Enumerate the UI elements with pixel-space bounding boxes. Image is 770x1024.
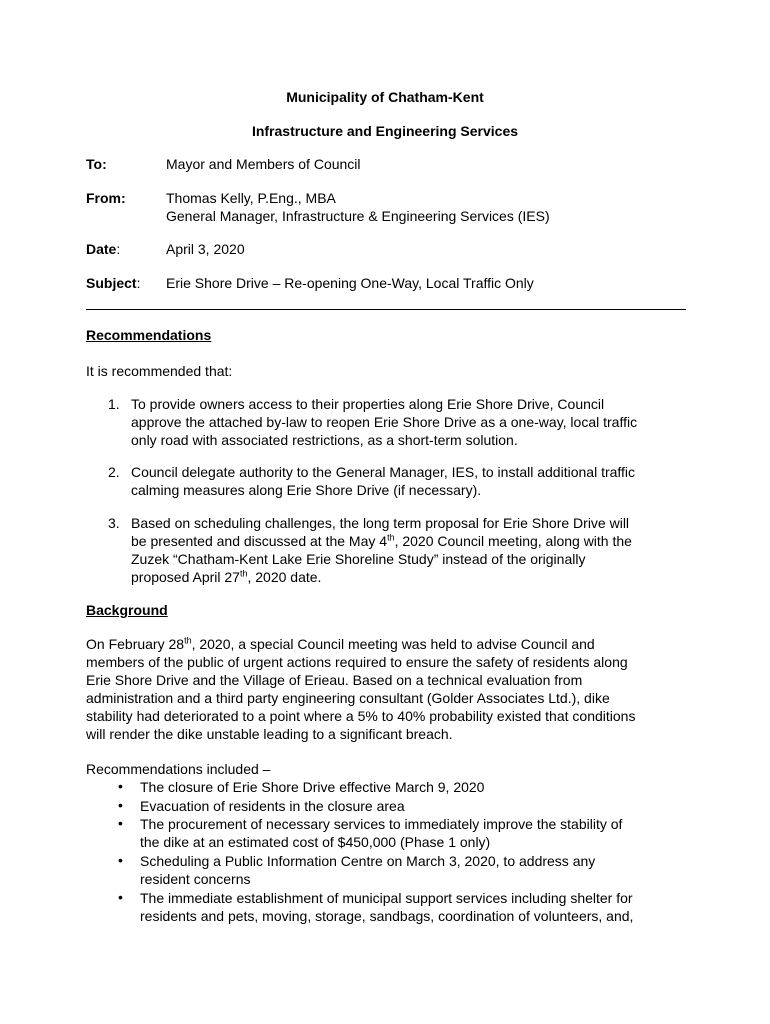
bullet-icon: • bbox=[118, 797, 123, 813]
list-item-line: Council delegate authority to the General Manager, IES, to install additional traffic bbox=[131, 464, 636, 480]
list-number: 3. bbox=[108, 515, 120, 531]
list-item bbox=[131, 463, 691, 499]
list-item-line bbox=[131, 532, 691, 550]
bullet-line: Scheduling a Public Information Centre on March 3, 2020, to address any bbox=[140, 853, 596, 869]
bullet-item bbox=[140, 815, 700, 851]
recommendations-intro: It is recommended that: bbox=[86, 363, 233, 379]
list-item-line: To provide owners access to their properties along Erie Shore Drive, Council bbox=[131, 396, 605, 412]
from-title: General Manager, Infrastructure & Engineering Services (IES) bbox=[166, 208, 550, 224]
background-heading: Background bbox=[86, 602, 168, 618]
date-label-wrap: Date: bbox=[86, 241, 121, 257]
subject-value: Erie Shore Drive – Re-opening One-Way, Local Traffic Only bbox=[166, 275, 534, 291]
bullet-item bbox=[140, 852, 700, 888]
text-run: On February 28 bbox=[86, 636, 185, 652]
bullet-item bbox=[140, 889, 700, 925]
list-item-line: only road with associated restrictions, as a short-term solution. bbox=[131, 432, 518, 448]
header-divider bbox=[86, 309, 686, 310]
bullet-line: The immediate establishment of municipal support services including shelter for bbox=[140, 890, 633, 906]
recommendations-heading: Recommendations bbox=[86, 327, 212, 343]
background-paragraph bbox=[86, 635, 686, 743]
list-item-line: Based on scheduling challenges, the long term proposal for Erie Shore Drive will bbox=[131, 515, 630, 531]
recommendations-included: Recommendations included – bbox=[86, 761, 271, 777]
subject-label: Subject bbox=[86, 275, 137, 291]
to-value: Mayor and Members of Council bbox=[166, 156, 361, 172]
subject-label-wrap: Subject: bbox=[86, 275, 141, 291]
list-item-line: approve the attached by-law to reopen Erie Shore Drive as a one-way, local traffic bbox=[131, 414, 638, 430]
text-run: , 2020 date. bbox=[247, 569, 322, 585]
paragraph-line: Erie Shore Drive and the Village of Erieau. Based on a technical evaluation from bbox=[86, 672, 583, 688]
paragraph-line: stability had deteriorated to a point where a 5% to 40% probability existed that conditions bbox=[86, 708, 636, 724]
superscript: th bbox=[239, 568, 248, 579]
to-label: To: bbox=[86, 156, 107, 172]
bullet-line: The procurement of necessary services to immediately improve the stability of bbox=[140, 816, 623, 832]
bullet-line: the dike at an estimated cost of $450,000 (Phase 1 only) bbox=[140, 834, 491, 850]
bullet-icon: • bbox=[118, 889, 123, 905]
list-number: 2. bbox=[108, 464, 120, 480]
text-run: , 2020 Council meeting, along with the bbox=[394, 533, 632, 549]
paragraph-line: will render the dike unstable leading to a significant breach. bbox=[86, 726, 453, 742]
bullet-icon: • bbox=[118, 852, 123, 868]
superscript: th bbox=[184, 635, 192, 646]
bullet-line: residents and pets, moving, storage, sandbags, coordination of volunteers, and, bbox=[140, 908, 634, 924]
date-value: April 3, 2020 bbox=[166, 241, 245, 257]
text-run: proposed April 27 bbox=[131, 569, 240, 585]
text-run: , 2020, a special Council meeting was held to advise Council and bbox=[191, 636, 595, 652]
bullet-item bbox=[140, 778, 700, 796]
bullet-line: resident concerns bbox=[140, 871, 251, 887]
list-item bbox=[131, 395, 691, 449]
superscript: th bbox=[387, 532, 395, 543]
from-name: Thomas Kelly, P.Eng., MBA bbox=[166, 190, 336, 206]
paragraph-line: administration and a third party engineering consultant (Golder Associates Ltd.), dike bbox=[86, 690, 610, 706]
municipality-title: Municipality of Chatham-Kent bbox=[286, 89, 484, 105]
from-label: From: bbox=[86, 190, 126, 206]
paragraph-line: members of the public of urgent actions required to ensure the safety of residents along bbox=[86, 654, 628, 670]
list-item-line bbox=[131, 568, 691, 586]
list-item-line: Zuzek “Chatham-Kent Lake Erie Shoreline Study” instead of the originally bbox=[131, 551, 586, 567]
date-label: Date bbox=[86, 241, 117, 257]
bullet-line: The closure of Erie Shore Drive effective March 9, 2020 bbox=[140, 779, 485, 795]
list-item-line: calming measures along Erie Shore Drive (if necessary). bbox=[131, 482, 482, 498]
list-item bbox=[131, 514, 691, 586]
bullet-item bbox=[140, 797, 700, 815]
list-number: 1. bbox=[108, 396, 120, 412]
text-run: be presented and discussed at the May 4 bbox=[131, 533, 388, 549]
bullet-icon: • bbox=[118, 778, 123, 794]
bullet-icon: • bbox=[118, 815, 123, 831]
paragraph-line bbox=[86, 635, 686, 653]
department-title: Infrastructure and Engineering Services bbox=[251, 123, 519, 139]
bullet-line: Evacuation of residents in the closure area bbox=[140, 798, 405, 814]
